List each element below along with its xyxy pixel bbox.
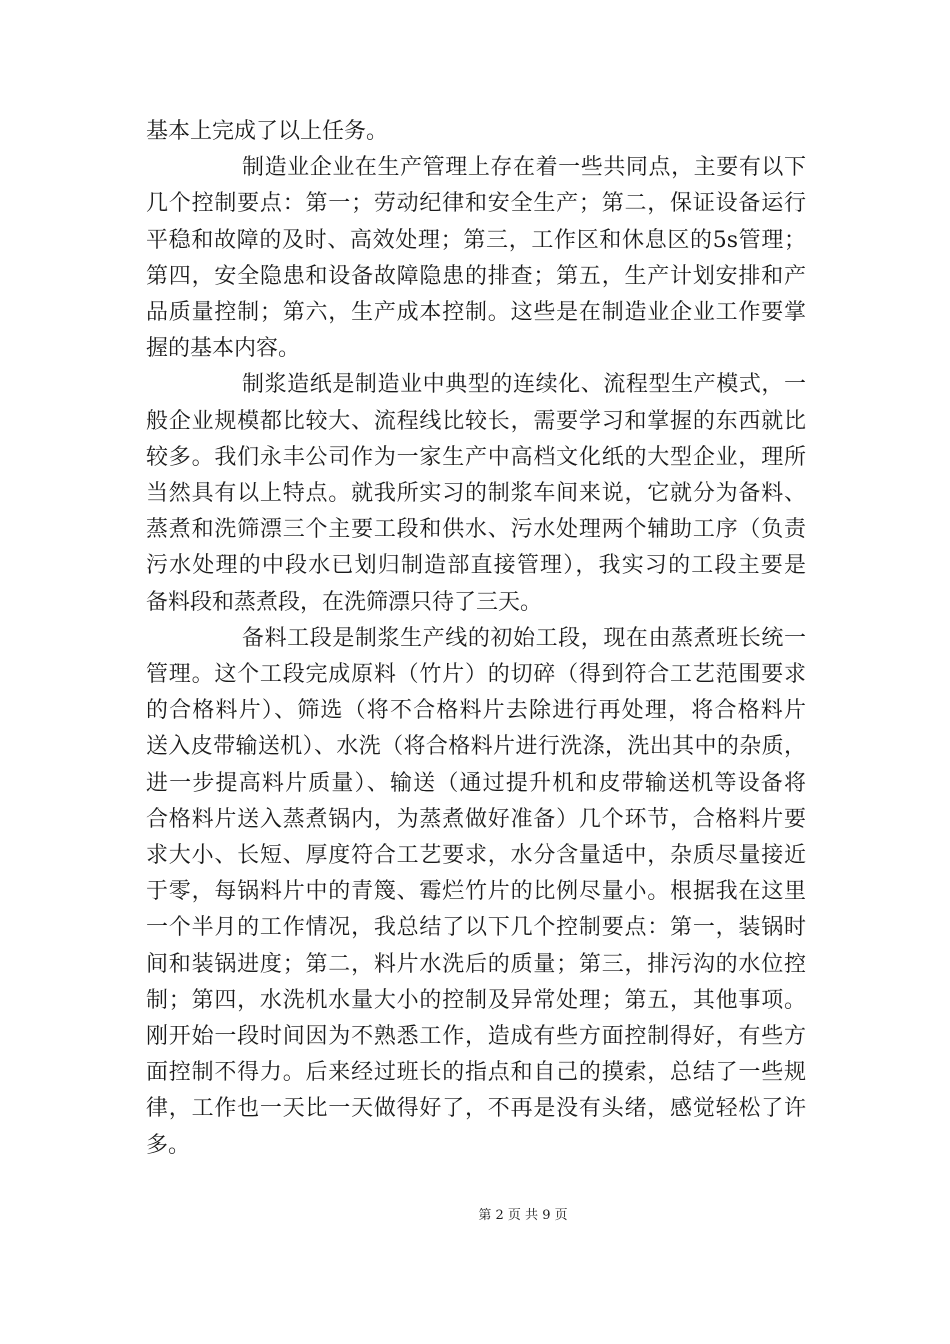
text-line: 求大小、长短、厚度符合工艺要求，水分含量适中，杂质尽量接近 [146,843,806,869]
text-line: 蒸煮和洗筛漂三个主要工段和供水、污水处理两个辅助工序（负责 [146,517,806,543]
text-line: 进一步提高料片质量）、输送（通过提升机和皮带输送机等设备将 [146,770,806,796]
text-line: 般企业规模都比较大、流程线比较长，需要学习和掌握的东西就比 [146,408,806,434]
text-line: 制浆造纸是制造业中典型的连续化、流程型生产模式，一 [242,372,806,398]
text-line: 律，工作也一天比一天做得好了，不再是没有头绪，感觉轻松了许 [146,1096,806,1122]
text-line: 污水处理的中段水已划归制造部直接管理），我实习的工段主要是 [146,553,806,579]
text-line: 平稳和故障的及时、高效处理；第三，工作区和休息区的5s管理； [146,227,806,253]
text-line: 基本上完成了以上任务。 [146,119,389,144]
paragraph-2 [146,150,806,367]
text-line: 一个半月的工作情况，我总结了以下几个控制要点：第一，装锅时 [146,915,806,941]
text-line: 品质量控制；第六，生产成本控制。这些是在制造业企业工作要掌 [146,300,806,326]
document-body [146,114,806,1164]
text-line: 几个控制要点：第一；劳动纪律和安全生产；第二，保证设备运行 [146,191,806,217]
text-line: 当然具有以上特点。就我所实习的制浆车间来说，它就分为备料、 [146,481,806,507]
paragraph-3 [146,367,806,620]
text-line: 间和装锅进度；第二，料片水洗后的质量；第三，排污沟的水位控 [146,951,806,977]
text-line: 第四，安全隐患和设备故障隐患的排查；第五，生产计划安排和产 [146,263,806,289]
text-line: 的合格料片）、筛选（将不合格料片去除进行再处理，将合格料片 [146,698,806,724]
text-line: 管理。这个工段完成原料（竹片）的切碎（得到符合工艺范围要求 [146,662,806,688]
paragraph-4 [146,621,806,1164]
text-line: 面控制不得力。后来经过班长的指点和自己的摸索，总结了一些规 [146,1060,806,1086]
text-line: 合格料片送入蒸煮锅内，为蒸煮做好准备）几个环节，合格料片要 [146,806,806,832]
page-number-footer: 第 2 页 共 9 页 [478,1208,568,1223]
text-line: 握的基本内容。 [146,336,301,362]
text-line: 于零，每锅料片中的青篾、霉烂竹片的比例尽量小。根据我在这里 [146,879,806,905]
text-line: 较多。我们永丰公司作为一家生产中高档文化纸的大型企业，理所 [146,444,806,470]
text-line: 备料工段是制浆生产线的初始工段，现在由蒸煮班长统一 [242,625,806,651]
text-line: 送入皮带输送机）、水洗（将合格料片进行洗涤，洗出其中的杂质， [146,734,806,760]
paragraph-1 [146,114,806,150]
text-line: 刚开始一段时间因为不熟悉工作，造成有些方面控制得好，有些方 [146,1024,806,1050]
text-line: 备料段和蒸煮段，在洗筛漂只待了三天。 [146,589,543,615]
text-line: 多。 [146,1132,191,1158]
text-line: 制；第四，水洗机水量大小的控制及异常处理；第五，其他事项。 [146,987,806,1013]
text-line: 制造业企业在生产管理上存在着一些共同点，主要有以下 [242,155,806,181]
